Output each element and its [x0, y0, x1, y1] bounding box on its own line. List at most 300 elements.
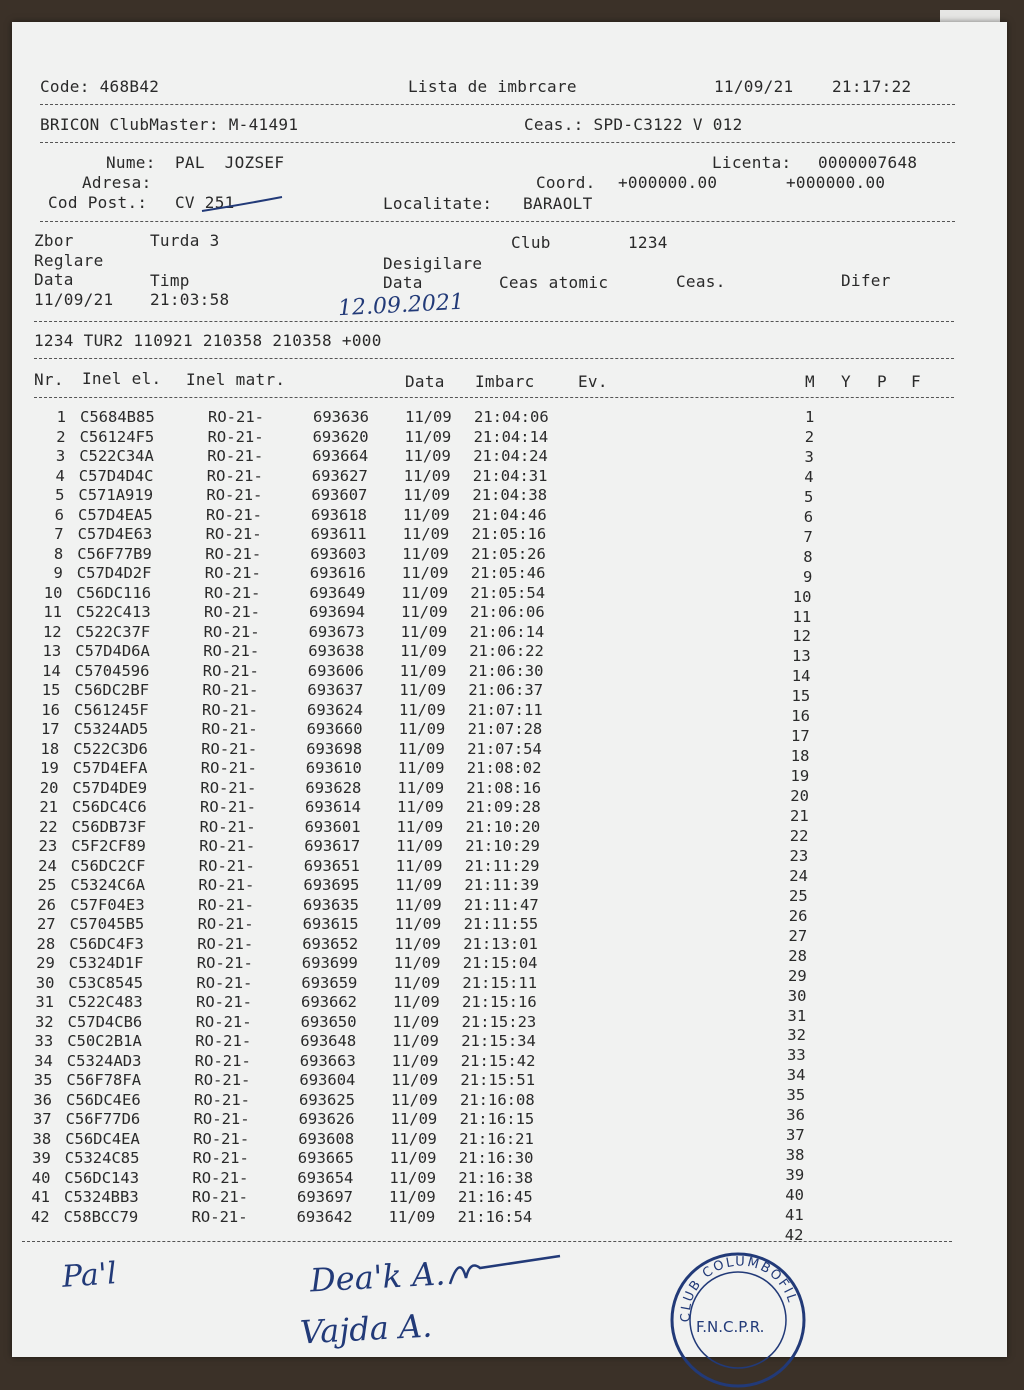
arrival-time: 21:16:08	[460, 1090, 535, 1109]
row-number: 22	[38, 817, 58, 836]
ring-number: 693615	[302, 915, 359, 933]
desigilare-label: Desigilare	[383, 254, 483, 273]
arrival-time: 21:07:54	[467, 739, 542, 758]
row-number: 2	[56, 427, 66, 446]
arrival-date: 11/09	[389, 1149, 437, 1167]
arrival-date: 11/09	[391, 1051, 439, 1070]
ring-prefix: RO-21-	[205, 525, 262, 543]
row-number: 37	[32, 1110, 52, 1128]
arrival-date: 11/09	[403, 486, 451, 504]
ring-prefix: RO-21-	[195, 1032, 252, 1050]
ring-prefix: RO-21-	[200, 778, 257, 797]
arrival-time: 21:11:39	[464, 876, 540, 894]
ring-electronic: C56F77B9	[77, 544, 152, 563]
reglare-date: 11/09/21	[34, 290, 114, 309]
ring-prefix: RO-21-	[193, 1129, 250, 1148]
arrival-time: 21:06:14	[469, 622, 545, 641]
arrival-date: 11/09	[398, 720, 446, 738]
arrival-time: 21:07:28	[467, 720, 543, 738]
name-label: Nume:	[106, 153, 156, 172]
ring-number: 693694	[309, 603, 365, 621]
ring-number: 693617	[304, 837, 361, 855]
divider	[34, 321, 954, 322]
place-number: 24	[789, 866, 808, 885]
ring-electronic: C5684B85	[80, 408, 155, 426]
data-label: Data	[34, 270, 74, 289]
arrival-date: 11/09	[401, 583, 449, 602]
ring-electronic: C56F78FA	[66, 1071, 142, 1089]
arrival-date: 11/09	[394, 934, 441, 953]
place-number: 14	[791, 667, 811, 686]
ring-electronic: C522C3D6	[73, 739, 148, 758]
place-number: 22	[789, 826, 809, 845]
table-row	[0, 681, 1000, 706]
ring-electronic: C57D4EA5	[78, 505, 153, 524]
arrival-time: 21:06:22	[469, 642, 544, 660]
ring-electronic: C57D4D2F	[76, 564, 152, 582]
col-ev: Ev.	[578, 372, 608, 391]
divider	[40, 142, 955, 143]
ring-number: 693654	[297, 1168, 354, 1187]
ring-prefix: RO-21-	[197, 915, 254, 933]
ring-electronic: C5324AD5	[73, 720, 149, 738]
place-number: 9	[803, 567, 813, 586]
ring-prefix: RO-21-	[203, 642, 260, 660]
ring-prefix: RO-21-	[206, 505, 262, 524]
ring-prefix: RO-21-	[204, 603, 260, 621]
license-label: Licenta:	[712, 153, 792, 172]
row-number: 11	[43, 603, 62, 621]
ring-number: 693635	[303, 895, 359, 914]
ring-prefix: RO-21-	[200, 759, 257, 777]
ceas-label: Ceas.	[676, 272, 726, 291]
row-number: 12	[42, 622, 62, 641]
arrival-date: 11/09	[399, 700, 446, 719]
table-row	[0, 545, 1000, 564]
arrival-date: 11/09	[399, 681, 447, 699]
ring-number: 693608	[298, 1129, 355, 1148]
place-number: 25	[789, 886, 808, 905]
col-data: Data	[405, 372, 445, 391]
ring-number: 693606	[307, 661, 364, 680]
table-row	[0, 837, 1000, 865]
ring-prefix: RO-21-	[196, 973, 253, 992]
ring-electronic: C5F2CF89	[71, 837, 146, 855]
ring-number: 693642	[296, 1207, 353, 1226]
arrival-date: 11/09	[392, 1032, 439, 1050]
ring-prefix: RO-21-	[194, 1090, 250, 1109]
col-nr: Nr.	[34, 370, 64, 389]
table-row	[0, 447, 1000, 466]
club-label: Club	[511, 233, 551, 252]
row-number: 6	[54, 505, 64, 524]
ring-number: 693603	[310, 544, 367, 563]
arrival-date: 11/09	[391, 1090, 438, 1109]
table-row	[0, 1207, 1000, 1244]
place-number: 37	[786, 1126, 805, 1145]
arrival-time: 21:04:24	[473, 447, 548, 465]
place-number: 6	[803, 507, 814, 526]
place-number: 31	[787, 1006, 807, 1025]
place-number: 12	[792, 627, 811, 646]
row-number: 20	[39, 778, 59, 797]
arrival-date: 11/09	[401, 603, 448, 621]
row-number: 24	[38, 856, 57, 875]
ring-electronic: C522C483	[68, 993, 143, 1011]
table-row	[0, 525, 1000, 544]
row-number: 10	[43, 583, 63, 602]
ring-prefix: RO-21-	[208, 408, 264, 426]
place-number: 30	[787, 986, 807, 1005]
col-y: Y	[841, 372, 851, 391]
row-number: 29	[36, 954, 55, 972]
divider	[22, 1241, 952, 1242]
arrival-time: 21:15:51	[460, 1071, 536, 1089]
arrival-date: 11/09	[396, 817, 444, 836]
ring-electronic: C561245F	[74, 700, 149, 719]
place-number: 42	[784, 1225, 804, 1244]
table-row	[0, 564, 1000, 586]
arrival-date: 11/09	[392, 1012, 440, 1031]
row-number: 30	[35, 973, 55, 992]
postal-code: CV 251	[175, 193, 235, 212]
ring-number: 693624	[307, 700, 363, 719]
reglare-time: 21:03:58	[150, 290, 230, 309]
place-number: 4	[804, 467, 814, 486]
row-number: 16	[41, 700, 60, 719]
ring-prefix: RO-21-	[196, 993, 252, 1011]
ring-number: 693697	[297, 1188, 353, 1206]
row-number: 9	[53, 564, 63, 582]
place-number: 27	[788, 926, 808, 945]
row-number: 27	[36, 915, 56, 933]
ring-number: 693637	[307, 681, 364, 699]
row-number: 5	[55, 486, 65, 504]
row-number: 18	[40, 739, 60, 758]
divider	[34, 358, 954, 359]
table-row	[0, 798, 1000, 825]
table-row	[0, 720, 1000, 746]
ring-electronic: C56DC4EA	[65, 1129, 140, 1148]
ring-number: 693648	[300, 1032, 357, 1050]
arrival-time: 21:08:02	[466, 759, 542, 777]
row-number: 42	[30, 1207, 50, 1226]
arrival-time: 21:15:11	[462, 973, 538, 992]
ring-prefix: RO-21-	[198, 895, 254, 914]
pen-stroke	[200, 195, 285, 215]
place-number: 29	[788, 966, 807, 985]
ring-electronic: C57F04E3	[70, 895, 145, 914]
ring-prefix: RO-21-	[199, 817, 256, 836]
postal-label: Cod Post.:	[48, 193, 148, 212]
row-number: 35	[33, 1071, 53, 1089]
arrival-time: 21:04:46	[472, 505, 547, 524]
coord-x: +000000.00	[618, 173, 718, 192]
arrival-time: 21:09:28	[466, 798, 541, 816]
arrival-date: 11/09	[390, 1129, 437, 1148]
ring-number: 693616	[309, 564, 366, 582]
ring-prefix: RO-21-	[203, 622, 260, 641]
ring-electronic: C522C34A	[79, 447, 154, 465]
arrival-date: 11/09	[395, 856, 443, 875]
arrival-date: 11/09	[401, 564, 449, 582]
place-number: 10	[792, 587, 812, 606]
col-m: M	[805, 372, 815, 391]
ring-number: 693625	[299, 1090, 355, 1109]
arrival-date: 11/09	[397, 759, 445, 777]
ring-electronic: C56DC4E6	[66, 1090, 141, 1109]
ring-electronic: C5324C6A	[70, 876, 146, 894]
row-number: 8	[53, 544, 64, 563]
clock-line: Ceas.: SPD-C3122 V 012	[524, 115, 743, 134]
row-number: 14	[42, 661, 61, 680]
table-row	[0, 700, 1000, 726]
ring-prefix: RO-21-	[196, 954, 253, 972]
row-number: 36	[33, 1090, 52, 1109]
arrival-time: 21:05:26	[471, 544, 546, 563]
club-value: 1234	[628, 233, 668, 252]
arrival-date: 11/09	[390, 1110, 438, 1128]
ring-number: 693650	[300, 1012, 357, 1031]
place-number: 17	[791, 727, 810, 746]
ring-number: 693662	[301, 993, 357, 1011]
ring-prefix: RO-21-	[202, 681, 259, 699]
ring-prefix: RO-21-	[198, 876, 255, 894]
data2-label: Data	[383, 273, 423, 292]
table-row	[0, 622, 1000, 646]
place-number: 35	[786, 1086, 806, 1105]
ring-electronic: C56124F5	[79, 427, 155, 446]
ring-number: 693636	[313, 408, 369, 426]
ring-prefix: RO-21-	[192, 1168, 249, 1187]
arrival-time: 21:11:55	[463, 915, 539, 933]
arrival-time: 21:16:54	[457, 1207, 533, 1226]
arrival-date: 11/09	[400, 622, 448, 641]
signature-witness-1: Dea'k A.	[309, 1254, 447, 1300]
arrival-date: 11/09	[402, 544, 449, 563]
ring-number: 693610	[305, 759, 362, 777]
license-number: 0000007648	[818, 153, 918, 172]
col-imbarc: Imbarc	[475, 372, 535, 391]
ring-prefix: RO-21-	[201, 720, 258, 738]
arrival-time: 21:06:06	[470, 603, 545, 621]
arrival-date: 11/09	[402, 525, 450, 543]
ring-number: 693618	[311, 505, 367, 524]
place-number: 23	[789, 846, 809, 865]
document-title: Lista de imbrcare	[408, 77, 577, 96]
ring-electronic: C53C8545	[68, 973, 144, 992]
ring-number: 693601	[304, 817, 361, 836]
ring-electronic: C522C37F	[75, 622, 151, 641]
place-number: 2	[804, 427, 815, 446]
ring-prefix: RO-21-	[206, 466, 263, 485]
ring-number: 693663	[299, 1051, 356, 1070]
ring-electronic: C57D4E63	[77, 525, 153, 543]
atomic-label: Ceas atomic	[499, 273, 609, 292]
ring-electronic: C58BCC79	[63, 1207, 139, 1226]
table-row	[0, 408, 1000, 427]
arrival-time: 21:04:31	[472, 466, 548, 485]
ring-prefix: RO-21-	[205, 544, 262, 563]
arrival-time: 21:10:20	[465, 817, 541, 836]
ring-number: 693649	[309, 583, 366, 602]
ring-number: 693620	[312, 427, 369, 446]
arrival-date: 11/09	[391, 1071, 439, 1089]
place-number: 28	[788, 946, 807, 965]
ring-electronic: C56DC4C6	[72, 798, 147, 816]
row-number: 7	[54, 525, 64, 543]
ring-prefix: RO-21-	[204, 583, 261, 602]
arrival-time: 21:15:42	[460, 1051, 536, 1070]
svg-text:CLUB COLUMBOFIL	[679, 1255, 800, 1323]
arrival-date: 11/09	[395, 876, 443, 894]
owner-name: PAL JOZSEF	[175, 153, 285, 172]
ring-electronic: C56DC143	[64, 1168, 140, 1187]
ring-number: 693699	[301, 954, 358, 972]
ring-electronic: C5324C85	[64, 1149, 140, 1167]
arrival-date: 11/09	[388, 1207, 436, 1226]
zbor-value: Turda 3	[150, 231, 220, 250]
arrival-date: 11/09	[389, 1168, 437, 1187]
arrival-date: 11/09	[403, 466, 451, 485]
arrival-time: 21:06:30	[468, 661, 544, 680]
arrival-date: 11/09	[405, 408, 452, 426]
coord-y: +000000.00	[786, 173, 886, 192]
ring-number: 693698	[306, 739, 363, 758]
arrival-time: 21:10:29	[465, 837, 540, 855]
arrival-date: 11/09	[394, 915, 442, 933]
ring-electronic: C5704596	[74, 661, 150, 680]
ring-number: 693673	[308, 622, 365, 641]
signature-witness-2: Vajda A.	[299, 1306, 434, 1352]
row-number: 28	[36, 934, 56, 953]
arrival-date: 11/09	[403, 505, 450, 524]
signature-flourish	[440, 1250, 570, 1290]
ring-prefix: RO-21-	[202, 661, 259, 680]
col-f: F	[911, 372, 921, 391]
row-number: 15	[41, 681, 61, 699]
row-number: 3	[55, 447, 66, 465]
ring-number: 693604	[299, 1071, 356, 1089]
difer-label: Difer	[841, 271, 891, 290]
place-number: 15	[791, 687, 811, 706]
ring-electronic: C56F77D6	[65, 1110, 141, 1128]
ring-prefix: RO-21-	[200, 798, 256, 816]
ring-electronic: C522C413	[76, 603, 151, 621]
arrival-time: 21:07:11	[468, 700, 543, 719]
row-number: 17	[40, 720, 60, 738]
ring-number: 693652	[302, 934, 359, 953]
ring-prefix: RO-21-	[207, 447, 264, 465]
arrival-date: 11/09	[396, 837, 443, 855]
arrival-date: 11/09	[393, 973, 441, 992]
ring-prefix: RO-21-	[198, 856, 255, 875]
arrival-time: 21:11:29	[464, 856, 540, 875]
table-row	[0, 506, 1000, 525]
ring-number: 693660	[306, 720, 363, 738]
ring-electronic: C5324BB3	[64, 1188, 139, 1206]
ring-prefix: RO-21-	[204, 564, 261, 582]
place-number: 7	[803, 527, 813, 546]
ring-prefix: RO-21-	[206, 486, 263, 504]
arrival-time: 21:15:34	[461, 1032, 536, 1050]
zbor-label: Zbor	[34, 231, 74, 250]
arrival-time: 21:16:45	[458, 1188, 533, 1206]
place-number: 8	[803, 547, 813, 566]
place-number: 20	[790, 787, 809, 806]
table-row	[0, 759, 1000, 786]
place-number: 13	[792, 647, 811, 666]
table-row	[0, 467, 1000, 486]
place-number: 1	[805, 408, 815, 426]
table-row	[0, 642, 1000, 666]
ring-prefix: RO-21-	[194, 1051, 251, 1070]
arrival-date: 11/09	[400, 642, 447, 660]
ring-electronic: C50C2B1A	[67, 1032, 142, 1050]
ring-electronic: C57D4DE9	[72, 778, 148, 797]
arrival-time: 21:16:30	[458, 1149, 534, 1167]
ring-electronic: C57045B5	[69, 915, 145, 933]
place-number: 16	[791, 707, 810, 726]
place-number: 38	[785, 1146, 805, 1165]
place-number: 36	[786, 1106, 805, 1125]
arrival-time: 21:05:16	[471, 525, 547, 543]
ring-prefix: RO-21-	[192, 1188, 248, 1206]
place-number: 32	[787, 1026, 806, 1045]
row-number: 34	[34, 1051, 53, 1070]
table-row	[0, 739, 1000, 766]
ring-electronic: C57D4D6A	[75, 642, 150, 660]
ring-number: 693614	[305, 798, 361, 816]
arrival-time: 21:15:16	[462, 993, 537, 1011]
arrival-time: 21:06:37	[468, 681, 544, 699]
arrival-date: 11/09	[404, 427, 452, 446]
table-row	[0, 428, 1000, 447]
ring-prefix: RO-21-	[191, 1207, 248, 1226]
ring-number: 693626	[298, 1110, 355, 1128]
row-number: 40	[31, 1168, 51, 1187]
arrival-time: 21:15:23	[461, 1012, 537, 1031]
place-number: 26	[788, 906, 808, 925]
ring-electronic: C57D4EFA	[72, 759, 148, 777]
ring-number: 693695	[303, 876, 360, 894]
table-row	[0, 603, 1000, 626]
row-number: 23	[38, 837, 58, 855]
ring-prefix: RO-21-	[194, 1071, 251, 1089]
arrival-date: 11/09	[393, 954, 441, 972]
place-number: 39	[785, 1166, 805, 1185]
locality-value: BARAOLT	[523, 194, 593, 213]
ring-prefix: RO-21-	[201, 739, 258, 758]
place-number: 5	[804, 487, 814, 506]
place-number: 21	[790, 807, 809, 825]
coord-label: Coord.	[536, 173, 596, 192]
row-number: 4	[55, 466, 65, 485]
ring-prefix: RO-21-	[202, 700, 258, 719]
arrival-time: 21:04:14	[473, 427, 549, 446]
address-label: Adresa:	[82, 173, 152, 192]
place-number: 11	[792, 607, 812, 626]
ring-electronic: C56DC2BF	[74, 681, 150, 699]
ring-number: 693628	[305, 778, 362, 797]
ring-electronic: C56DC4F3	[69, 934, 144, 953]
col-inel-matr: Inel matr.	[186, 370, 286, 389]
col-inel-el: Inel el.	[82, 369, 162, 388]
col-p: P	[877, 372, 887, 391]
row-number: 25	[37, 876, 57, 894]
arrival-date: 11/09	[398, 739, 445, 758]
row-number: 13	[42, 642, 62, 660]
